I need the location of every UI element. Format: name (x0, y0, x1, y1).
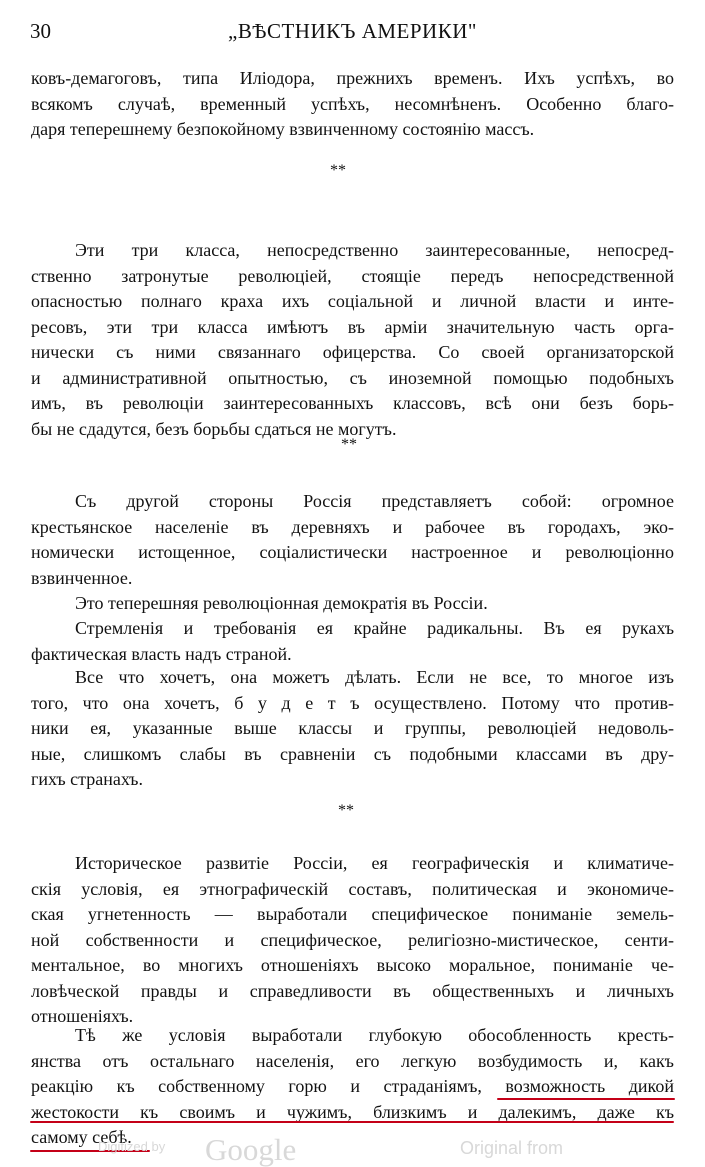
highlight-underline (497, 1098, 675, 1100)
highlight-underline (30, 1121, 674, 1123)
paragraph-7 (31, 851, 674, 1030)
scan-watermark-left: Digitized by (98, 1139, 166, 1154)
text-line: Все что хочетъ, она можетъ дѣлать. Если не все, то многое изъ (75, 667, 674, 687)
text-line: крестьянское населеніе въ деревняхъ и рабочее въ городахъ, эко- (31, 516, 674, 537)
text-line: ные, слишкомъ слабы въ сравненіи съ подобными классами въ дру- (31, 743, 674, 764)
paragraph-6 (31, 665, 674, 793)
journal-title: „ВѢСТНИКЪ АМЕРИКИ" (228, 19, 477, 43)
text-line: фактическая власть надъ страной. (31, 643, 292, 664)
text-line: янства отъ остальнаго населенія, его легкую возбудимость и, какъ (31, 1050, 674, 1071)
text-line: ресовъ, эти три класса имѣютъ въ арміи значительную часть орга- (31, 316, 674, 337)
text-line: ной собственности и специфическое, религіозно-мистическое, сенти- (31, 929, 674, 950)
section-separator: ** (338, 802, 354, 819)
text-line: Эти три класса, непосредственно заинтересованные, непосред- (75, 240, 674, 260)
text-line: всякомъ случаѣ, временный успѣхъ, несомнѣненъ. Особенно благо- (31, 93, 674, 114)
page-header (30, 18, 675, 48)
text-line: Съ другой стороны Россія представляетъ собой: огромное (75, 491, 674, 511)
text-line: номически истощенное, соціалистически настроенное и революціонно (31, 542, 674, 562)
text-line: ственно затронутые революціей, стоящіе передъ непосредственной (31, 265, 674, 286)
paragraph-3 (31, 489, 674, 591)
section-separator: ** (341, 436, 357, 453)
text-line: ментальное, во многихъ отношеніяхъ высоко моральное, пониманіе че- (31, 955, 674, 975)
text-line: ковъ-демагоговъ, типа Иліодора, прежнихъ временъ. Ихъ успѣхъ, во (31, 68, 674, 88)
paragraph-2 (31, 238, 674, 442)
text-line: Тѣ же условія выработали глубокую обособленность кресть- (75, 1025, 674, 1045)
scan-watermark-right: Original from (460, 1138, 564, 1158)
scan-watermark-logo: Google (205, 1132, 297, 1167)
text-line: Это теперешняя революціонная демократія въ Россіи. (75, 593, 488, 613)
text-line: скія условія, ея этнографическій составъ, политическая и экономиче- (31, 878, 674, 899)
text-line: ники ея, указанные выше классы и группы, революціей недоволь- (31, 718, 674, 738)
text-line: взвинченное. (31, 567, 133, 588)
text-line: нически съ ними связаннаго офицерства. Со своей организаторской (31, 342, 674, 362)
page-number: 30 (30, 19, 51, 43)
text-line: гихъ странахъ. (31, 769, 143, 789)
text-line: жестокости къ своимъ и чужимъ, близкимъ и далекимъ, даже къ (31, 1101, 674, 1122)
paragraph-1 (31, 66, 674, 143)
text-line: и административной опытностью, съ иноземной помощью подобныхъ (31, 367, 674, 388)
text-line: даря теперешнему безпокойному взвинченному состоянію массъ. (31, 119, 535, 139)
text-line: самому себѣ. (31, 1127, 132, 1147)
text-line: имъ, въ революціи заинтересованныхъ классовъ, всѣ они безъ борь- (31, 393, 674, 413)
section-separator: ** (330, 162, 346, 179)
paragraph-4 (31, 591, 674, 617)
text-line: ловѣческой правды и справедливости въ общественныхъ и личныхъ (31, 980, 674, 1001)
text-line: бы не сдадутся, безъ борьбы сдаться не могутъ. (31, 418, 397, 439)
text-line: ская угнетенность — выработали специфическое пониманіе земель- (31, 904, 674, 924)
text-line: опасностью полнаго краха ихъ соціальной и личной власти и инте- (31, 291, 674, 311)
text-line: того, что она хочетъ, б у д е т ъ осуществлено. Потому что против- (31, 692, 674, 713)
text-line: реакцію къ собственному горю и страданіямъ, возможность дикой (31, 1076, 674, 1096)
text-line: Историческое развитіе Россіи, ея географическія и климатиче- (75, 853, 674, 873)
paragraph-5 (31, 616, 674, 667)
paragraph-8 (31, 1023, 674, 1151)
text-line: Стремленія и требованія ея крайне радикальны. Въ ея рукахъ (75, 618, 674, 638)
text-line: отношеніяхъ. (31, 1006, 134, 1026)
